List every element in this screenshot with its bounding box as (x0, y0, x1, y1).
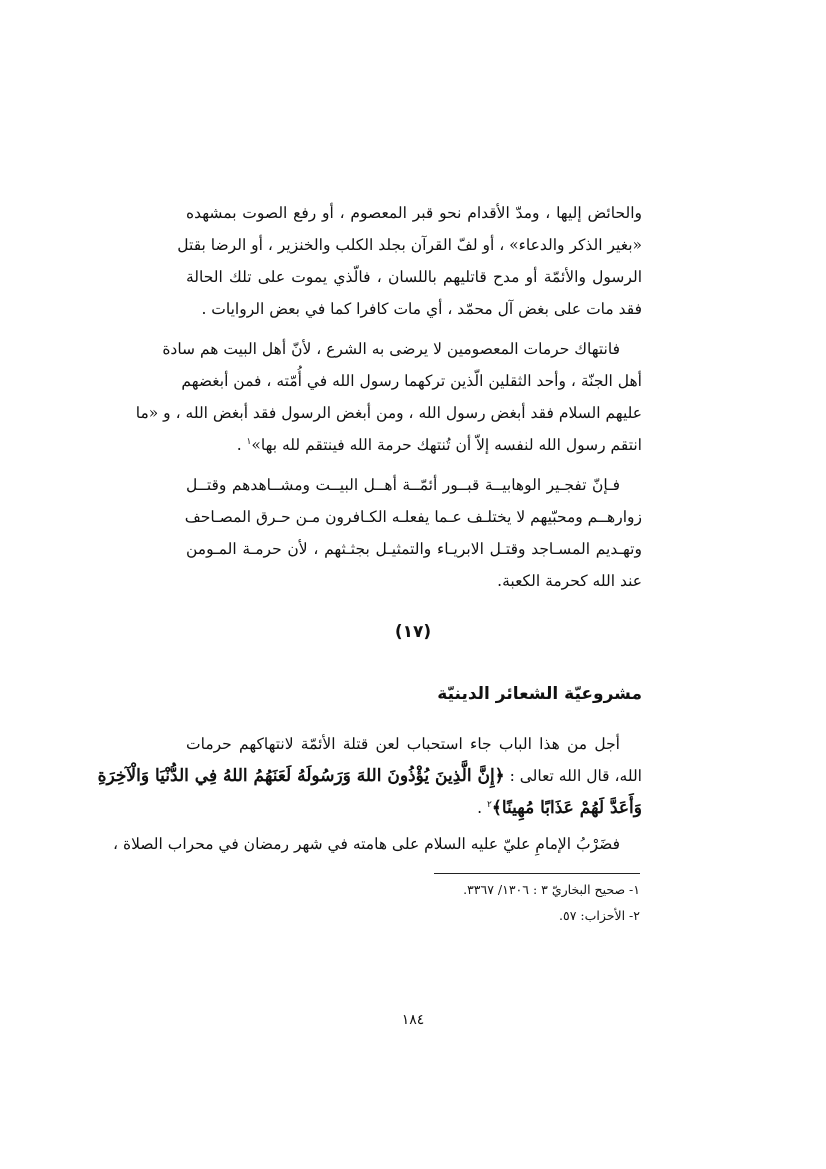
paragraph-2-line-4 (186, 434, 642, 456)
paragraph-4-line-2 (97, 765, 642, 787)
footnote-separator (434, 873, 640, 874)
paragraph-2-line-2: أهل الجنّة ، وأحد الثقلين الّذين تركهما رسول الله في أُمّته ، فمن أبغضهم (181, 372, 642, 390)
page-number: ١٨٤ (401, 1012, 425, 1028)
paragraph-1-line-1: والحائض إليها ، ومدّ الأقدام نحو قبر المعصوم ، أو رفع الصوت بمشهده (186, 204, 642, 222)
paragraph-4-line-3-end: . (477, 799, 488, 817)
paragraph-3-line-3: وتهـديم المسـاجد وقتـل الابريـاء والتمثيـل بجثـثهم ، لأن حرمـة المـومن (186, 540, 642, 558)
paragraph-2-line-1: فانتهاك حرمات المعصومين لا يرضى به الشرع ، لأنّ أهل البيت هم سادة (162, 340, 620, 358)
paragraph-3-line-1: فـإنّ تفجـير الوهابيــة قبــور أئمّــة أهــل البيــت ومشــاهدهم وقتــل (186, 476, 620, 494)
footnote-1: ١- صحيح البخاريّ ٣ : ١٣٠٦/ ٣٣٦٧. (463, 882, 640, 897)
paragraph-2-end-punct: . (236, 436, 247, 454)
footnote-2: ٢- الأحزاب: ٥٧. (559, 908, 640, 923)
paragraph-4-line-3 (186, 797, 642, 819)
footnote-ref-2[interactable]: ٢ (487, 799, 492, 810)
paragraph-3-line-4: عند الله كحرمة الكعبة. (497, 572, 642, 590)
paragraph-2-line-4-text: انتقم رسول الله لنفسه إلاّ أن تُنتهك حرمة الله فينتقم لله بها» (251, 436, 642, 454)
paragraph-1-line-2: «بغير الذكر والدعاء» ، أو لفّ القرآن بجلد الكلب والخنزير ، أو الرضا بقتل (177, 236, 642, 254)
footnote-ref-1[interactable]: ١ (246, 436, 252, 447)
paragraph-1-line-3: الرسول والأئمّة أو مدح قاتليهم باللسان ، فالّذي يموت على تلك الحالة (186, 268, 642, 286)
quran-verse-part-1: ﴿إِنَّ الَّذِينَ يُؤْذُونَ اللهَ وَرَسُولَهُ لَعَنَهُمُ اللهُ فِي الدُّنْيَا وَالْآخِرَةِ (97, 766, 505, 786)
paragraph-3-line-2: زوارهــم ومحبّيهم لا يختلـف عـما يفعلـه الكـافرون مـن حـرق المصـاحف (184, 508, 642, 526)
paragraph-4-line-4: فضَرْبُ الإمامِ عليّ عليه السلام على هامته في شهر رمضان في محراب الصلاة ، (113, 835, 620, 853)
paragraph-1-line-4: فقد مات على بغض آل محمّد ، أي مات كافرا كما في بعض الروايات . (201, 300, 642, 318)
section-title: مشروعيّة الشعائر الدينيّة (437, 684, 642, 704)
quran-verse-part-2: وَأَعَدَّ لَهُمْ عَذَابًا مُهِينًا﴾ (491, 798, 642, 818)
section-number: (١٧) (394, 622, 432, 642)
paragraph-2-line-3: عليهم السلام فقد أبغض رسول الله ، ومن أبغض الرسول فقد أبغض الله ، و «ما (135, 404, 642, 422)
paragraph-4-line-1: أجل من هذا الباب جاء استحباب لعن قتلة الأئمّة لانتهاكهم حرمات (186, 735, 620, 753)
paragraph-4-line-2-prefix: الله، قال الله تعالى : (504, 767, 642, 785)
